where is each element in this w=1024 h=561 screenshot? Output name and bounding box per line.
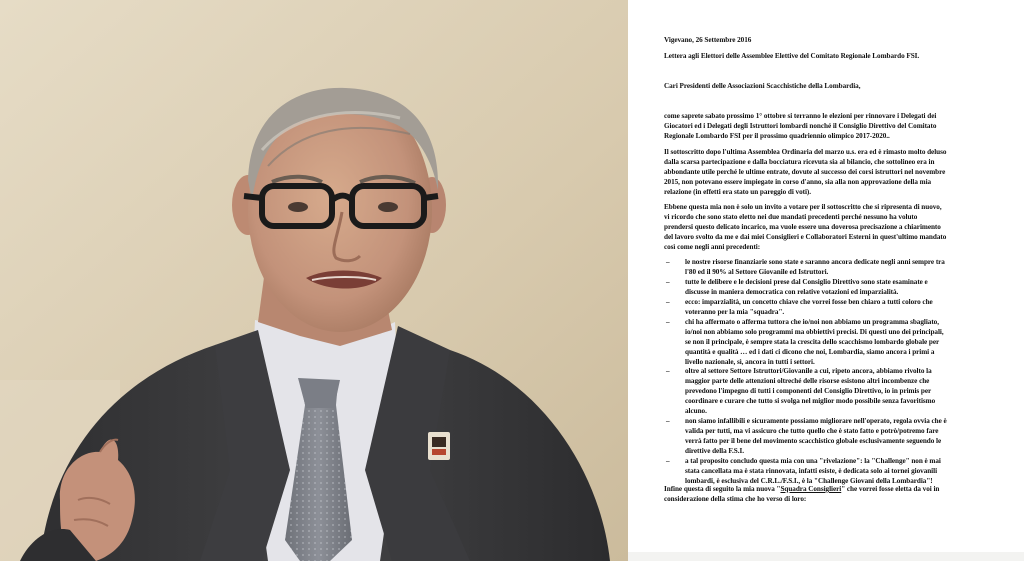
list-item-line: coordinare e curare che tutto si svolga nel miglior modo possibile senza favoritismo: [685, 397, 936, 406]
bullet-dash-icon: –: [666, 317, 670, 326]
list-item: [664, 258, 1020, 278]
paragraph-line: Il sottoscritto dopo l'ultima Assemblea Ordinaria del marzo u.s. era ed è rimasto molto deluso: [664, 148, 947, 156]
list-item-line: prevedono l'impegno di tutti i componenti del Consiglio Direttivo, io in primis per: [685, 387, 932, 396]
list-item-line: alcuno.: [685, 407, 707, 416]
list-item-line: verrà fatto per il bene del movimento scacchistico globale esclusivamente seguendo le: [685, 437, 942, 446]
letter-subject: Lettera agli Elettori delle Assemblee Elettive del Comitato Regionale Lombardo FSI.: [664, 52, 920, 60]
paragraph-line: Ebbene questa mia non è solo un invito a votare per il sottoscritto che si ripresenta di nuovo,: [664, 203, 942, 211]
list-item-line: voteranno per la mia "squadra".: [685, 307, 785, 316]
paragraph-line: come saprete sabato prossimo 1° ottobre si terranno le elezioni per rinnovare i Delegati dei: [664, 112, 937, 120]
letter-paragraph-1: [664, 112, 1016, 142]
list-item-line: direttive della F.S.I.: [685, 447, 744, 456]
paragraph-line: Regionale Lombardo FSI per il prossimo quadriennio olimpico 2017-2020..: [664, 131, 890, 140]
closing-text: " che vorrei fosse eletta da voi in: [841, 485, 940, 493]
paragraph-line: prendersi questo delicato incarico, ma vuole essere una doverosa precisazione a chiarimento: [664, 222, 941, 231]
closing-line-1: [664, 485, 1016, 495]
list-item: [664, 457, 1020, 487]
letter-paragraph-3: [664, 203, 1016, 253]
paragraph-line: del lavoro svolto da me e dai miei Consiglieri e Collaboratori Esterni in quest'ultimo mandato: [664, 232, 947, 241]
list-item-line: quantità e qualità … ed i dati ci dicono che noi, Lombardia, siamo ancora i primi a: [685, 347, 935, 356]
list-item-line: maggior parte delle attenzioni oltreché delle risorse esistono altri incombenze che: [685, 377, 930, 386]
bullet-dash-icon: –: [666, 297, 670, 306]
list-item: [664, 298, 1020, 318]
list-item: [664, 367, 1020, 417]
closing-line-2: considerazione della stima che ho verso di loro:: [664, 494, 807, 503]
list-item-line: le nostre risorse finanziarie sono state e saranno ancora dedicate negli anni sempre tra: [685, 258, 945, 266]
list-item: [664, 417, 1020, 457]
paragraph-line: abbondante utile perché le ultime entrate, dovute al successo dei corsi istruttori nel novembre: [664, 167, 946, 176]
bullet-dash-icon: –: [666, 258, 670, 266]
paragraph-line: 2015, non potevano essere impiegate in corso d'anno, sia alla non approvazione della mia: [664, 177, 932, 186]
list-item-line: io/noi non abbiamo solo programmi ma obbiettivi precisi. Di questi uno dei principali,: [685, 327, 944, 336]
list-item-line: valida per tutti, ma vi assicuro che tutto quello che è stato fatto e potrò/potremo fare: [685, 427, 939, 436]
list-item-line: lombardi, è esclusiva del C.R.L./F.S.I., è la "Challenge Giovani della Lombardia"!: [685, 476, 933, 485]
paragraph-line: Giocatori ed i Delegati degli Istruttori lombardi nonché il Consiglio Direttivo del Comitato: [664, 121, 937, 130]
list-item-line: non siamo infallibili e sicuramente possiamo migliorare nell'operato, regola ovvia che è: [685, 417, 947, 426]
bullet-dash-icon: –: [666, 367, 670, 376]
list-item: [664, 318, 1020, 368]
letter-document: [628, 0, 1024, 561]
list-item-line: chi ha affermato o afferma tuttora che io/noi non abbiamo un programma sbagliato,: [685, 317, 939, 326]
page-bottom-edge: [628, 552, 1024, 561]
letter-paragraph-2: [664, 148, 1016, 198]
paragraph-line: così come negli anni precedenti:: [664, 242, 761, 251]
letter-closing: [664, 485, 1016, 505]
list-item-line: stata cancellata ma è stata rinnovata, infatti esiste, è dedicata solo ai tornei giovanili: [685, 467, 938, 476]
list-item-line: ecco: imparzialità, un concetto chiave che vorrei fosse ben chiaro a tutti coloro che: [685, 297, 933, 306]
list-item-line: l'80 ed il 90% al Settore Giovanile ed Istruttori.: [685, 267, 829, 276]
letter-salutation: Cari Presidenti delle Associazioni Scacchistiche della Lombardia,: [664, 82, 861, 90]
bullet-dash-icon: –: [666, 277, 670, 286]
list-item-line: livello nazionale, sì, ancora in tutti i settori.: [685, 357, 815, 366]
list-item-line: discusse in maniera democratica con relative votazioni ed imparzialità.: [685, 287, 899, 296]
paragraph-line: dalla scarsa partecipazione e dalla bocciatura ricevuta sia al bilancio, che sottolineo era in: [664, 157, 935, 166]
bullet-dash-icon: –: [666, 417, 670, 426]
squadra-consiglieri-link[interactable]: Squadra Consiglieri: [780, 485, 842, 493]
list-item-line: tutte le delibere e le decisioni prese dal Consiglio Direttivo sono state esaminate e: [685, 277, 928, 286]
bullet-dash-icon: –: [666, 457, 670, 466]
closing-text: Infine questa di seguito la mia nuova ": [664, 485, 781, 493]
letter-date: Vigevano, 26 Settembre 2016: [664, 36, 752, 44]
list-item-line: oltre al settore Settore Istruttori/Giovanile a cui, ripeto ancora, abbiamo rivolto la: [685, 367, 932, 376]
paragraph-line: relazione (in effetti era stato un pareggio di voti).: [664, 187, 811, 196]
list-item-line: se non il principale, è sempre stata la crescita dello scacchismo lombardo globale per: [685, 337, 940, 346]
letter-bullet-list: [664, 258, 1020, 487]
list-item: [664, 278, 1020, 298]
list-item-line: a tal proposito concludo questa mia con una "rivelazione": la "Challenge" non è mai: [685, 457, 941, 466]
paragraph-line: vi ricordo che sono stato eletto nei due mandati precedenti perché nessuno ha voluto: [664, 212, 918, 221]
